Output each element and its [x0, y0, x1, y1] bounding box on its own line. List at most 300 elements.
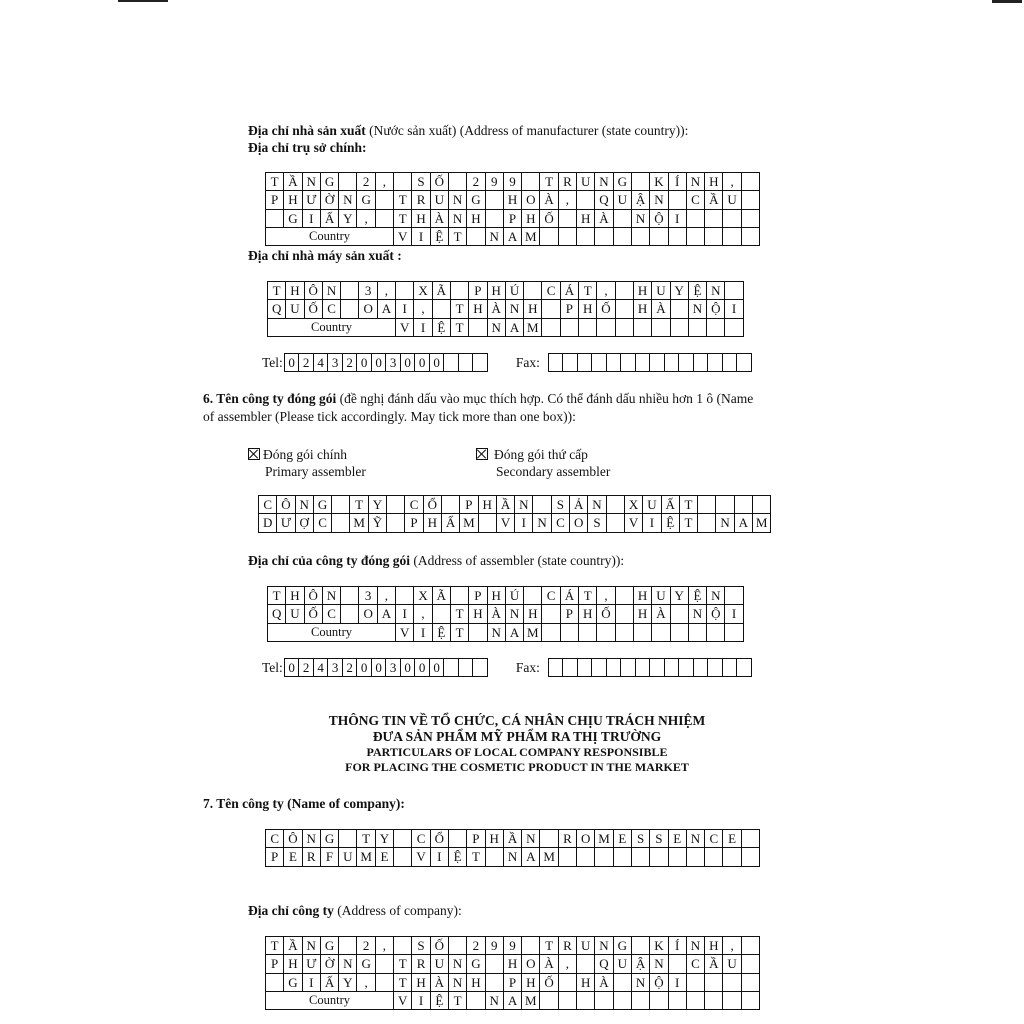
fax-label-2: Fax:	[515, 659, 540, 675]
letter-cell	[387, 496, 405, 514]
tel-digit-cell[interactable]: 0	[401, 354, 416, 372]
letter-cell: U	[723, 955, 741, 973]
letter-cell: H	[634, 300, 652, 318]
country-cell: T	[449, 228, 467, 246]
letter-cell: Ệ	[662, 514, 680, 532]
primary-en-label: Primary assembler	[265, 464, 366, 479]
secondary-vi-label: Đóng gói thứ cấp	[494, 447, 588, 462]
letter-cell: F	[321, 848, 339, 866]
tel-digit-cell[interactable]: 4	[314, 659, 329, 677]
letter-cell: N	[449, 191, 467, 209]
letter-cell: H	[504, 955, 522, 973]
fax-digit-cell[interactable]	[650, 659, 665, 677]
country-cell	[561, 319, 579, 337]
letter-cell: Y	[671, 587, 689, 605]
letter-cell: M	[460, 514, 478, 532]
letter-cell: H	[424, 514, 442, 532]
tel-digit-cell[interactable]: 3	[386, 659, 401, 677]
country-cell	[616, 624, 634, 642]
letter-cell	[753, 496, 771, 514]
letter-cell: S	[588, 514, 606, 532]
letter-cell	[266, 974, 284, 992]
letter-cell	[559, 974, 577, 992]
company-address-rest: (Address of company):	[333, 903, 462, 918]
letter-cell	[341, 587, 359, 605]
letter-cell	[449, 937, 467, 955]
letter-cell: C	[552, 514, 570, 532]
letter-cell: E	[376, 848, 394, 866]
letter-cell: Ộ	[707, 300, 725, 318]
country-cell	[595, 992, 613, 1010]
letter-cell: O	[359, 605, 377, 623]
letter-cell: P	[405, 514, 423, 532]
letter-cell	[394, 848, 412, 866]
letter-cell: G	[614, 937, 632, 955]
tel-digit-cell[interactable]: 2	[343, 354, 358, 372]
letter-cell	[433, 300, 451, 318]
letter-cell: S	[412, 173, 430, 191]
letter-cell: Ầ	[497, 496, 515, 514]
country-cell	[542, 319, 560, 337]
fax-digit-cell[interactable]	[679, 354, 694, 372]
letter-cell	[533, 496, 551, 514]
country-cell	[725, 624, 743, 642]
letter-cell	[616, 282, 634, 300]
letter-cell: N	[595, 937, 613, 955]
letter-cell: I	[643, 514, 661, 532]
letter-cell: H	[286, 282, 304, 300]
letter-cell: Á	[561, 282, 579, 300]
letter-cell: Ô	[305, 282, 323, 300]
letter-cell: Y	[671, 282, 689, 300]
letter-cell: Q	[268, 605, 286, 623]
letter-cell: A	[735, 514, 753, 532]
letter-cell: N	[303, 937, 321, 955]
letter-cell: E	[284, 848, 302, 866]
letter-cell: Ờ	[321, 955, 339, 973]
letter-cell	[742, 210, 760, 228]
letter-cell: H	[469, 605, 487, 623]
fax-digit-cell[interactable]	[708, 659, 723, 677]
letter-cell: H	[634, 605, 652, 623]
letter-cell: E	[614, 830, 632, 848]
tel-digit-cell[interactable]: 0	[401, 659, 416, 677]
fax-digit-cell[interactable]	[665, 659, 680, 677]
letter-cell: Ấ	[321, 210, 339, 228]
country-cell	[577, 228, 595, 246]
letter-cell: R	[559, 937, 577, 955]
tel-digit-cell[interactable]: 2	[299, 659, 314, 677]
letter-cell: Ô	[284, 830, 302, 848]
letter-cell: Ợ	[296, 514, 314, 532]
fax-digit-cell[interactable]	[723, 354, 738, 372]
country-cell	[632, 992, 650, 1010]
fax-digit-cell[interactable]	[737, 659, 752, 677]
letter-cell: X	[625, 496, 643, 514]
tel-digit-cell[interactable]	[459, 354, 474, 372]
letter-cell: C	[687, 191, 705, 209]
letter-cell: N	[339, 955, 357, 973]
letter-cell	[522, 937, 540, 955]
letter-cell: H	[504, 191, 522, 209]
fax-digit-cell[interactable]	[607, 354, 622, 372]
letter-cell	[669, 191, 687, 209]
tel-digit-cell[interactable]: 0	[372, 354, 387, 372]
letter-cell: ,	[376, 173, 394, 191]
assembler-name-grid	[258, 495, 771, 533]
letter-cell: Ố	[431, 173, 449, 191]
letter-cell	[449, 173, 467, 191]
letter-cell: H	[579, 605, 597, 623]
letter-cell	[671, 300, 689, 318]
tel-digit-cell[interactable]	[444, 354, 459, 372]
letter-cell	[339, 173, 357, 191]
country-cell	[559, 228, 577, 246]
country-label: Country	[268, 319, 396, 337]
letter-cell: Ệ	[689, 282, 707, 300]
letter-cell: À	[595, 974, 613, 992]
assembler-address-heading	[248, 553, 624, 569]
letter-cell: 3	[359, 587, 377, 605]
fax-digit-cell[interactable]	[621, 659, 636, 677]
letter-cell: S	[412, 937, 430, 955]
letter-cell: ,	[597, 587, 615, 605]
letter-cell: Ố	[305, 300, 323, 318]
tel-digit-cell[interactable]: 0	[357, 659, 372, 677]
letter-cell: Y	[369, 496, 387, 514]
letter-cell: A	[378, 605, 396, 623]
secondary-checkbox-icon[interactable]	[476, 448, 488, 460]
letter-cell: G	[614, 173, 632, 191]
letter-cell: Ộ	[650, 210, 668, 228]
letter-cell: Ộ	[650, 974, 668, 992]
letter-cell: ,	[378, 282, 396, 300]
country-cell	[469, 624, 487, 642]
letter-cell: Ậ	[632, 955, 650, 973]
letter-cell: Ô	[277, 496, 295, 514]
letter-cell	[687, 210, 705, 228]
letter-cell: I	[396, 300, 414, 318]
letter-cell	[486, 191, 504, 209]
letter-cell	[687, 974, 705, 992]
secondary-assembler-option[interactable]	[476, 446, 610, 480]
country-cell	[705, 228, 723, 246]
letter-cell: N	[449, 974, 467, 992]
tel-digit-cell[interactable]: 3	[328, 354, 343, 372]
country-cell	[705, 992, 723, 1010]
letter-cell: 2	[467, 173, 485, 191]
country-cell	[577, 992, 595, 1010]
country-cell	[614, 228, 632, 246]
letter-cell	[614, 848, 632, 866]
letter-cell: H	[479, 496, 497, 514]
letter-cell: Ú	[506, 282, 524, 300]
fax-digit-cell[interactable]	[563, 354, 578, 372]
country-cell: Ệ	[433, 319, 451, 337]
letter-cell: ,	[559, 955, 577, 973]
tel-digit-cell[interactable]	[444, 659, 459, 677]
info-title-en-1: PARTICULARS OF LOCAL COMPANY RESPONSIBLE	[366, 745, 668, 759]
country-cell	[561, 624, 579, 642]
tel-digit-cell[interactable]	[473, 354, 488, 372]
letter-cell: H	[634, 282, 652, 300]
letter-cell	[725, 587, 743, 605]
tel-digit-cell[interactable]: 0	[357, 354, 372, 372]
letter-cell: R	[412, 955, 430, 973]
letter-cell	[339, 937, 357, 955]
fax-digit-cell[interactable]	[592, 354, 607, 372]
letter-cell: U	[652, 587, 670, 605]
letter-cell: V	[625, 514, 643, 532]
letter-cell: T	[266, 937, 284, 955]
tel-fax-row-1	[262, 353, 752, 372]
tel-digit-cell[interactable]: 0	[415, 659, 430, 677]
letter-cell: N	[687, 173, 705, 191]
fax-digit-cell[interactable]	[607, 659, 622, 677]
letter-cell: P	[504, 210, 522, 228]
letter-cell: À	[431, 210, 449, 228]
country-cell	[687, 992, 705, 1010]
factory-address-label: Địa chỉ nhà máy sản xuất :	[248, 248, 402, 263]
letter-cell: H	[705, 937, 723, 955]
fax-digit-cell[interactable]	[694, 659, 709, 677]
letter-cell: G	[321, 830, 339, 848]
letter-cell: À	[652, 605, 670, 623]
letter-cell: N	[522, 830, 540, 848]
letter-cell: N	[303, 830, 321, 848]
letter-cell: H	[284, 955, 302, 973]
letter-cell: C	[542, 587, 560, 605]
tel-digit-cell[interactable]: 0	[415, 354, 430, 372]
letter-cell: Ầ	[284, 937, 302, 955]
primary-checkbox-icon[interactable]	[248, 448, 260, 460]
fax-digit-cell[interactable]	[549, 659, 564, 677]
fax-digit-cell[interactable]	[578, 354, 593, 372]
letter-cell: T	[394, 191, 412, 209]
country-cell	[595, 228, 613, 246]
country-cell	[542, 624, 560, 642]
country-cell: T	[451, 319, 469, 337]
letter-cell: Ố	[597, 300, 615, 318]
letter-cell	[449, 830, 467, 848]
letter-cell: H	[524, 605, 542, 623]
letter-cell: N	[449, 210, 467, 228]
letter-cell: C	[687, 955, 705, 973]
letter-cell	[394, 937, 412, 955]
letter-cell: À	[488, 300, 506, 318]
letter-cell: Ả	[570, 496, 588, 514]
tel-digit-cell[interactable]: 0	[285, 354, 300, 372]
letter-cell: I	[303, 210, 321, 228]
fax-digit-cell[interactable]	[665, 354, 680, 372]
letter-cell: Q	[268, 300, 286, 318]
letter-cell: P	[266, 848, 284, 866]
letter-cell: N	[339, 191, 357, 209]
letter-cell: V	[412, 848, 430, 866]
tel-digit-cell[interactable]: 3	[328, 659, 343, 677]
fax-digit-cell[interactable]	[723, 659, 738, 677]
tel-boxes[interactable]	[284, 353, 488, 372]
letter-cell: P	[469, 282, 487, 300]
letter-cell: O	[570, 514, 588, 532]
country-cell: Ệ	[431, 228, 449, 246]
letter-cell	[341, 605, 359, 623]
letter-cell: ,	[376, 937, 394, 955]
country-cell: V	[394, 228, 412, 246]
letter-cell	[632, 173, 650, 191]
letter-cell: Ệ	[689, 587, 707, 605]
letter-cell	[650, 848, 668, 866]
letter-cell: H	[488, 282, 506, 300]
tel-digit-cell[interactable]	[473, 659, 488, 677]
letter-cell	[742, 974, 760, 992]
letter-cell: N	[689, 300, 707, 318]
tel-digit-cell[interactable]: 0	[285, 659, 300, 677]
fax-digit-cell[interactable]	[694, 354, 709, 372]
letter-cell: 2	[357, 173, 375, 191]
letter-cell	[577, 955, 595, 973]
tel-digit-cell[interactable]: 0	[430, 659, 445, 677]
letter-cell	[522, 173, 540, 191]
letter-cell: C	[266, 830, 284, 848]
fax-digit-cell[interactable]	[549, 354, 564, 372]
letter-cell: I	[725, 300, 743, 318]
fax-digit-cell[interactable]	[578, 659, 593, 677]
letter-cell: O	[359, 300, 377, 318]
fax-digit-cell[interactable]	[708, 354, 723, 372]
country-cell	[614, 992, 632, 1010]
letter-cell: C	[314, 514, 332, 532]
letter-cell: R	[559, 830, 577, 848]
tel-digit-cell[interactable]: 2	[299, 354, 314, 372]
fax-digit-cell[interactable]	[636, 659, 651, 677]
letter-cell: H	[467, 974, 485, 992]
fax-boxes[interactable]	[548, 353, 752, 372]
letter-cell: Á	[561, 587, 579, 605]
assembler-address-rest: (Address of assembler (state country)):	[410, 553, 625, 568]
letter-cell: T	[579, 587, 597, 605]
country-cell	[467, 228, 485, 246]
letter-cell: 2	[357, 937, 375, 955]
fax-digit-cell[interactable]	[621, 354, 636, 372]
letter-cell: O	[577, 830, 595, 848]
letter-cell: T	[540, 173, 558, 191]
letter-cell: P	[266, 955, 284, 973]
letter-cell: H	[469, 300, 487, 318]
letter-cell	[669, 848, 687, 866]
country-cell	[707, 624, 725, 642]
letter-cell: Y	[339, 210, 357, 228]
letter-cell	[725, 282, 743, 300]
letter-cell: A	[378, 300, 396, 318]
letter-cell: H	[579, 300, 597, 318]
letter-cell	[332, 496, 350, 514]
factory-address-grid	[267, 281, 744, 337]
assembler-address-bold: Địa chỉ của công ty đóng gói	[248, 553, 411, 568]
tel-digit-cell[interactable]: 3	[386, 354, 401, 372]
letter-cell: K	[650, 937, 668, 955]
letter-cell: U	[286, 605, 304, 623]
country-cell	[650, 992, 668, 1010]
fax-digit-cell[interactable]	[563, 659, 578, 677]
letter-cell: Ô	[305, 587, 323, 605]
country-cell	[652, 319, 670, 337]
letter-cell: Ỹ	[369, 514, 387, 532]
letter-cell: 9	[504, 173, 522, 191]
letter-cell: À	[540, 191, 558, 209]
letter-cell: N	[504, 848, 522, 866]
tel-label-2: Tel:	[262, 659, 283, 675]
country-cell	[671, 319, 689, 337]
country-cell	[742, 992, 760, 1010]
letter-cell: U	[339, 848, 357, 866]
country-cell: A	[504, 228, 522, 246]
tel-boxes-2[interactable]	[284, 658, 488, 677]
letter-cell	[687, 848, 705, 866]
letter-cell	[376, 974, 394, 992]
letter-cell: U	[431, 191, 449, 209]
fax-digit-cell[interactable]	[636, 354, 651, 372]
letter-cell: U	[614, 191, 632, 209]
head-office-address-grid	[265, 172, 760, 246]
fax-digit-cell[interactable]	[737, 354, 752, 372]
letter-cell: H	[634, 587, 652, 605]
letter-cell: C	[323, 605, 341, 623]
tel-digit-cell[interactable]: 4	[314, 354, 329, 372]
letter-cell	[479, 514, 497, 532]
letter-cell: G	[321, 173, 339, 191]
letter-cell: M	[357, 848, 375, 866]
letter-cell	[339, 830, 357, 848]
letter-cell: Ẩ	[442, 514, 460, 532]
country-cell: N	[488, 319, 506, 337]
country-cell	[652, 624, 670, 642]
letter-cell	[742, 191, 760, 209]
country-cell: M	[524, 624, 542, 642]
letter-cell: N	[650, 955, 668, 973]
country-cell: I	[414, 624, 432, 642]
tel-digit-cell[interactable]: 0	[372, 659, 387, 677]
letter-cell	[716, 496, 734, 514]
letter-cell: À	[595, 210, 613, 228]
letter-cell	[723, 210, 741, 228]
letter-cell	[486, 974, 504, 992]
country-cell: A	[504, 992, 522, 1010]
fax-boxes-2[interactable]	[548, 658, 752, 677]
country-cell: N	[486, 228, 504, 246]
info-title-en-2: FOR PLACING THE COSMETIC PRODUCT IN THE MARKET	[345, 760, 689, 774]
letter-cell: N	[632, 210, 650, 228]
country-cell: V	[396, 624, 414, 642]
letter-cell: Ú	[506, 587, 524, 605]
letter-cell: Y	[339, 974, 357, 992]
letter-cell: N	[588, 496, 606, 514]
tel-digit-cell[interactable]: 2	[343, 659, 358, 677]
letter-cell: À	[488, 605, 506, 623]
letter-cell: H	[524, 300, 542, 318]
letter-cell: N	[515, 496, 533, 514]
primary-assembler-option[interactable]	[248, 446, 366, 480]
tel-digit-cell[interactable]: 0	[430, 354, 445, 372]
info-title-vi-1: THÔNG TIN VỀ TỔ CHỨC, CÁ NHÂN CHỊU TRÁCH NHIỆM	[328, 713, 706, 728]
country-cell	[689, 624, 707, 642]
primary-vi-label: Đóng gói chính	[263, 447, 347, 462]
fax-digit-cell[interactable]	[679, 659, 694, 677]
tel-digit-cell[interactable]	[459, 659, 474, 677]
fax-digit-cell[interactable]	[650, 354, 665, 372]
fax-digit-cell[interactable]	[592, 659, 607, 677]
letter-cell	[433, 605, 451, 623]
